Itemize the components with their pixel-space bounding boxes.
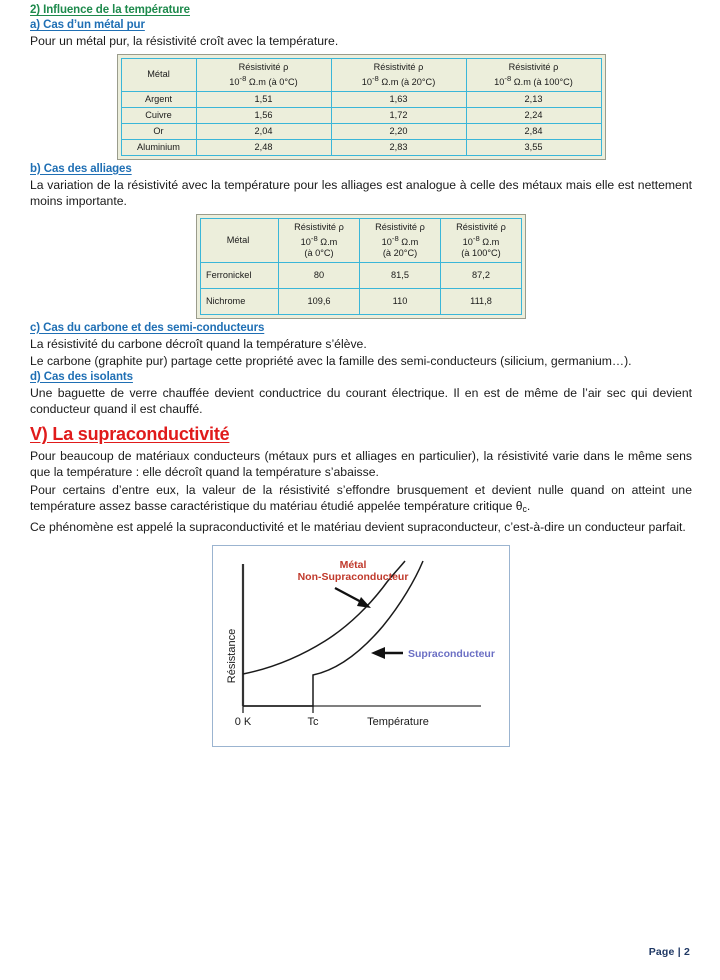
table-alliages-body	[201, 262, 522, 314]
figure-wrapper	[30, 545, 692, 747]
col-header-rho-100c	[441, 218, 522, 262]
cell-rho-20c: 110	[360, 288, 441, 314]
cell-metal: Argent	[121, 91, 196, 107]
page-footer: Page | 2	[648, 946, 690, 958]
cell-rho-0c: 2,04	[196, 123, 331, 139]
table-metaux-head	[121, 58, 601, 91]
table-row	[201, 288, 522, 314]
col-header-rho-20c-l1: Résistivité ρ	[375, 221, 425, 232]
cell-rho-100c: 2,24	[466, 107, 601, 123]
col-header-rho-20c-exp: -8	[391, 233, 399, 243]
cell-rho-0c: 1,51	[196, 91, 331, 107]
theta-c-subscript: c	[522, 504, 527, 515]
col-header-rho-0c-post: Ω.m (à 0°C)	[246, 76, 298, 87]
cell-rho-20c: 1,72	[331, 107, 466, 123]
col-header-rho-0c	[196, 58, 331, 91]
paragraph-supra-1: Pour beaucoup de matériaux conducteurs (métaux purs et alliages en particulier), la résistivité varie dans le même sens que la température : elle décroît quand la température s’abaisse.	[30, 448, 692, 480]
cell-metal: Or	[121, 123, 196, 139]
col-header-rho-100c-post: Ω.m (à 100°C)	[511, 76, 573, 87]
cell-rho-0c: 80	[279, 262, 360, 288]
x-tick-label-0k: 0 K	[234, 716, 252, 729]
col-header-rho-100c-l3: (à 100°C)	[461, 247, 501, 258]
col-header-rho-0c-exp: -8	[310, 233, 318, 243]
cell-rho-20c: 1,63	[331, 91, 466, 107]
col-header-rho-20c-post: Ω.m (à 20°C)	[378, 76, 436, 87]
cell-rho-100c: 2,84	[466, 123, 601, 139]
cell-metal: Ferronickel	[201, 262, 279, 288]
table-metaux	[121, 58, 602, 156]
cell-rho-100c: 2,13	[466, 91, 601, 107]
table-row	[201, 262, 522, 288]
col-header-rho-100c-exp: -8	[504, 73, 512, 83]
col-header-rho-20c	[331, 58, 466, 91]
heading-isolants: d) Cas des isolants	[30, 370, 133, 383]
table-row	[121, 123, 601, 139]
cell-metal: Cuivre	[121, 107, 196, 123]
annotation-non-supraconducteur-label: Non-Supraconducteur	[297, 571, 409, 584]
table-row	[121, 91, 601, 107]
table-alliages-head	[201, 218, 522, 262]
cell-rho-20c: 81,5	[360, 262, 441, 288]
annotation-metal-label: Métal	[339, 559, 367, 572]
table-row	[121, 139, 601, 155]
cell-metal: Nichrome	[201, 288, 279, 314]
arrow-head-non-supraconducteur	[357, 597, 371, 608]
paragraph-supra-2-end: .	[526, 499, 531, 514]
col-header-rho-100c-exp: -8	[472, 233, 480, 243]
col-header-rho-20c-l1: Résistivité ρ	[373, 61, 424, 72]
figure-supraconductivite	[212, 545, 510, 747]
cell-rho-20c: 2,20	[331, 123, 466, 139]
table-header-row	[121, 58, 601, 91]
table-header-row	[201, 218, 522, 262]
col-header-rho-0c-l1: Résistivité ρ	[294, 221, 344, 232]
resistance-temperature-chart	[213, 546, 507, 744]
col-header-rho-100c-l1: Résistivité ρ	[456, 221, 506, 232]
paragraph-carbone-1: La résistivité du carbone décroît quand la température s’élève.	[30, 336, 367, 351]
table-metaux-body	[121, 91, 601, 155]
col-header-rho-0c-pre: 10	[300, 236, 311, 247]
col-header-rho-100c-l1: Résistivité ρ	[508, 61, 559, 72]
col-header-rho-20c-pre: 10	[361, 76, 372, 87]
x-tick-label-tc: Tc	[307, 716, 319, 729]
table-row	[121, 107, 601, 123]
paragraph-metal-pur: Pour un métal pur, la résistivité croît avec la température.	[30, 34, 339, 48]
col-header-rho-0c-exp: -8	[239, 73, 247, 83]
col-header-metal: Métal	[121, 58, 196, 91]
cell-rho-0c: 2,48	[196, 139, 331, 155]
heading-alliages: b) Cas des alliages	[30, 162, 132, 175]
col-header-rho-0c-pre: 10	[229, 76, 240, 87]
heading-carbone: c) Cas du carbone et des semi-conducteurs	[30, 321, 265, 334]
col-header-rho-0c	[279, 218, 360, 262]
annotation-supraconducteur-label: Supraconducteur	[408, 648, 495, 661]
heading-metal-pur: a) Cas d’un métal pur	[30, 19, 145, 31]
col-header-rho-0c-l3: (à 0°C)	[304, 247, 334, 258]
col-header-rho-20c-exp: -8	[371, 73, 379, 83]
heading-influence-temperature: 2) Influence de la température	[30, 4, 190, 16]
paragraph-supra-3: Ce phénomène est appelé la supraconductivité et le matériau devient supraconducteur, c’est-à-dire un conducteur parfait.	[30, 519, 686, 534]
col-header-rho-20c-l3: (à 20°C)	[382, 247, 418, 258]
y-axis-label: Résistance	[226, 628, 238, 684]
heading-supraconductivite: V) La supraconductivité	[30, 423, 230, 444]
cell-metal: Aluminium	[121, 139, 196, 155]
col-header-rho-20c	[360, 218, 441, 262]
paragraph-supra-2-text: Pour certains d’entre eux, la valeur de la résistivité s’effondre brusquement et devient nulle quand on atteint une température assez basse caractéristique du matériau étudié appelée température critique θ	[30, 482, 692, 514]
table-alliages-wrapper	[30, 214, 692, 319]
x-axis-label: Température	[367, 716, 429, 729]
paragraph-supra-2	[30, 482, 692, 518]
col-header-rho-100c-pre: 10	[494, 76, 505, 87]
cell-rho-0c: 1,56	[196, 107, 331, 123]
table-alliages	[200, 218, 522, 315]
cell-rho-100c: 87,2	[441, 262, 522, 288]
table-metaux-frame	[117, 54, 606, 160]
col-header-rho-20c-pre: 10	[381, 236, 392, 247]
table-alliages-frame	[196, 214, 526, 319]
page-content	[30, 4, 692, 747]
col-header-rho-0c-l1: Résistivité ρ	[238, 61, 289, 72]
col-header-rho-100c-post: Ω.m	[479, 236, 500, 247]
col-header-rho-100c	[466, 58, 601, 91]
cell-rho-100c: 111,8	[441, 288, 522, 314]
col-header-rho-0c-post: Ω.m	[317, 236, 338, 247]
arrow-head-supraconducteur	[371, 647, 385, 659]
paragraph-isolants: Une baguette de verre chauffée devient conductrice du courant électrique. Il en est de même de l’air sec qui devient conducteur quand il est chauffé.	[30, 385, 692, 417]
cell-rho-100c: 3,55	[466, 139, 601, 155]
cell-rho-20c: 2,83	[331, 139, 466, 155]
paragraph-alliages: La variation de la résistivité avec la température pour les alliages est analogue à celle des métaux mais elle est nettement moins importante.	[30, 177, 692, 209]
cell-rho-0c: 109,6	[279, 288, 360, 314]
table-metaux-wrapper	[30, 54, 692, 160]
col-header-rho-100c-pre: 10	[462, 236, 473, 247]
col-header-rho-20c-post: Ω.m	[398, 236, 419, 247]
paragraph-carbone-2: Le carbone (graphite pur) partage cette propriété avec la famille des semi-conducteurs (silicium, germanium…).	[30, 354, 632, 369]
col-header-metal: Métal	[201, 218, 279, 262]
